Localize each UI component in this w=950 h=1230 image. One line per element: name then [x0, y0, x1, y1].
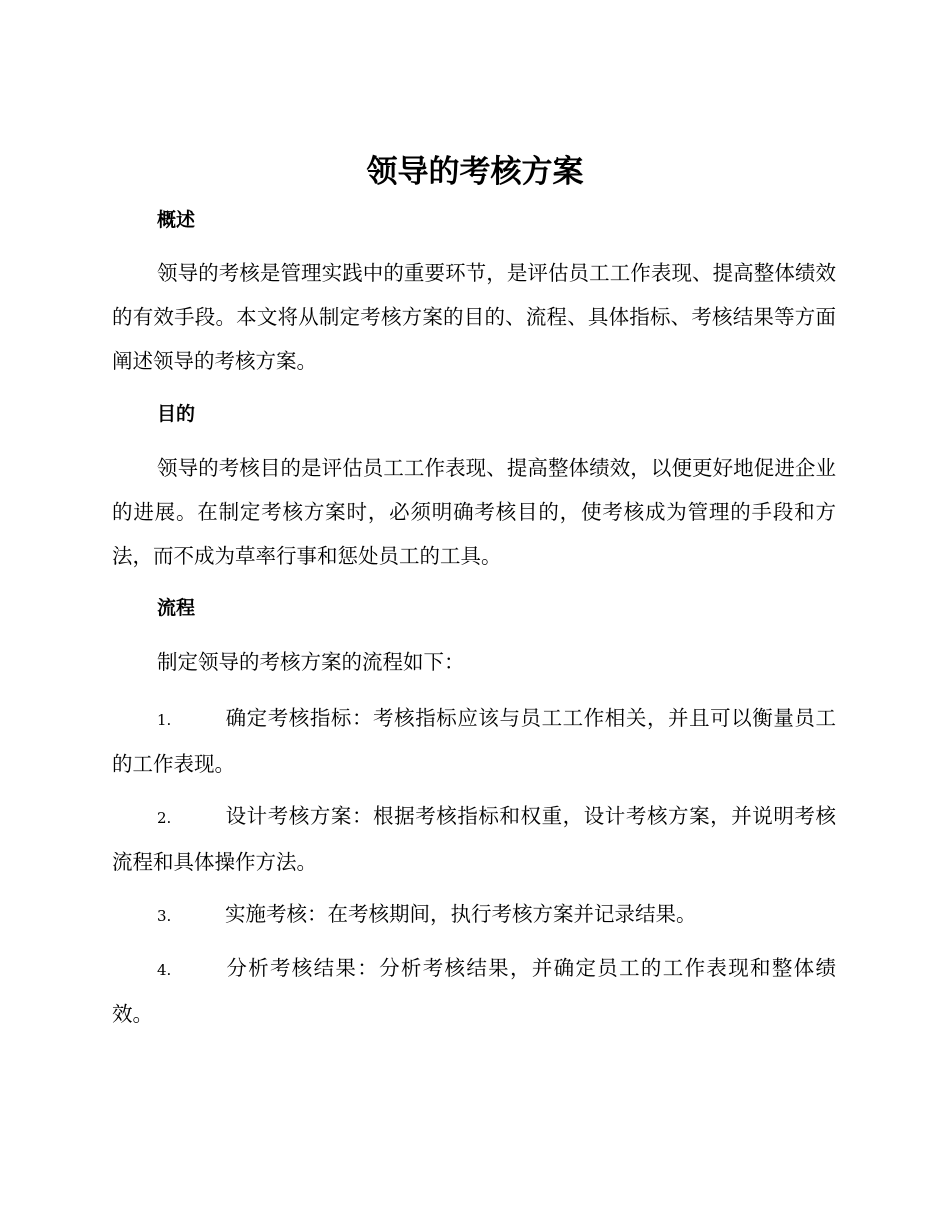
list-item-number: 3. [157, 907, 172, 925]
list-item-text: 设计考核方案：根据考核指标和权重，设计考核方案，并说明考核流程和具体操作方法。 [112, 804, 836, 874]
list-item-text: 确定考核指标：考核指标应该与员工工作相关，并且可以衡量员工的工作表现。 [112, 706, 836, 776]
section-heading-purpose: 目的 [157, 403, 196, 425]
section-heading-overview: 概述 [157, 209, 196, 231]
overview-paragraph: 领导的考核是管理实践中的重要环节，是评估员工工作表现、提高整体绩效的有效手段。本文将从制定考核方案的目的、流程、具体指标、考核结果等方面阐述领导的考核方案。 [112, 261, 836, 373]
list-item [112, 946, 836, 1036]
list-item-number: 1. [157, 711, 172, 729]
purpose-paragraph: 领导的考核目的是评估员工工作表现、提高整体绩效，以便更好地促进企业的进展。在制定考核方案时，必须明确考核目的，使考核成为管理的手段和方法，而不成为草率行事和惩处员工的工具。 [112, 456, 836, 568]
list-item-text: 分析考核结果：分析考核结果，并确定员工的工作表现和整体绩效。 [112, 956, 836, 1026]
list-item [112, 794, 836, 884]
list-item [112, 892, 836, 938]
process-intro-paragraph: 制定领导的考核方案的流程如下： [157, 650, 465, 674]
list-item-text: 实施考核：在考核期间，执行考核方案并记录结果。 [225, 902, 697, 926]
page-title: 领导的考核方案 [366, 154, 584, 190]
section-heading-process: 流程 [157, 597, 196, 619]
list-item-number: 4. [157, 961, 172, 979]
list-item [112, 696, 836, 786]
list-item-number: 2. [157, 809, 172, 827]
